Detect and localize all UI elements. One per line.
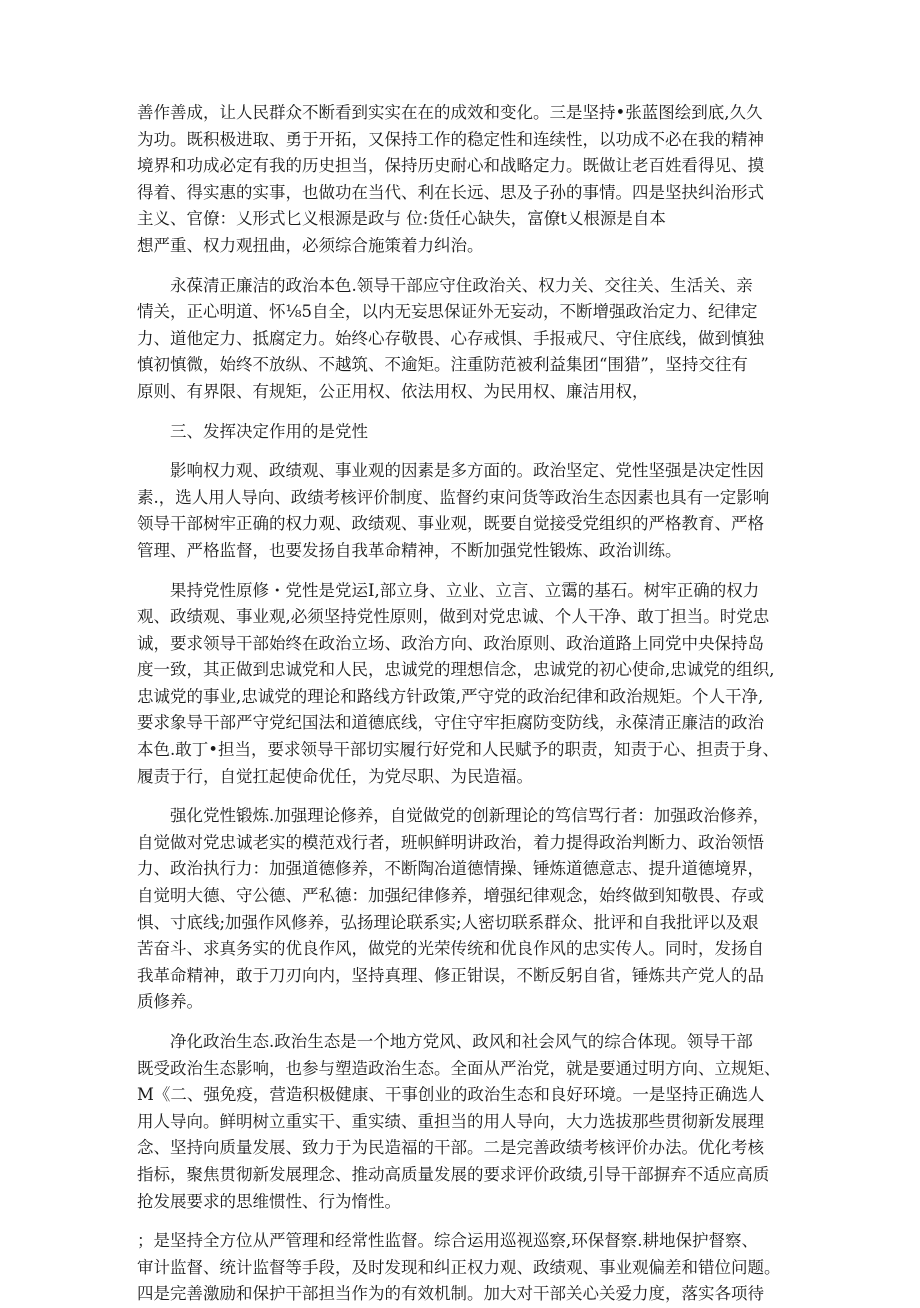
text-line: 原则、有界限、有规矩，公正用权、依法用权、为民用权、廉洁用权， (137, 381, 649, 401)
text-line: M《二、强免疫，营造积极健康、干事创业的政治生态和良好环境。一是坚持正确选人 (137, 1085, 765, 1105)
text-line: 质修养。 (137, 992, 203, 1012)
paragraph-4 (137, 578, 793, 791)
text-line: ；是坚持全方位从严管理和经常性监督。综合运用巡视巡察,环保督察.耕地保护督察、 (137, 1231, 758, 1251)
text-line: 力、政治执行力：加强道德修养，不断陶冶道德情操、锤炼道德意志、提升道德境界， (137, 859, 764, 879)
text-line: 领导干部树牢正确的权力观、政绩观、事业观，既要自觉接受党组织的严格教育、严格 (137, 514, 764, 534)
text-line: 力、道他定力、抵腐定力。始终心存敬畏、心存戒惧、手报戒尺、守住底线，做到慎独 (137, 328, 764, 348)
text-line: 果持党性原修・党性是党运I,部立身、立业、立言、立霭的基石。树牢正确的权力 (170, 580, 760, 600)
text-line: 本色.敢丁•担当，要求领导干部切实履行好党和人民赋予的职责，知责于心、担责于身、 (137, 740, 779, 760)
text-line: 既受政治生态影响，也参与塑造政治生态。全面从严治党，就是要通过明方向、立规矩、 (137, 1058, 781, 1078)
text-line: 我革命精神，敢于刀刃向内，坚持真理、修正钳误，不断反躬自省，锤炼共产党人的品 (137, 965, 764, 985)
text-line: 慎初慎微，始终不放纵、不越筑、不逾矩。注重防范被利益集团“围猎”，坚持交往有 (137, 355, 748, 375)
paragraph-3 (137, 458, 793, 564)
text-line: 四是完善激励和保护干部担当作为的有效机制。加大对干部关心关爱力度，落实各项待 (137, 1284, 764, 1304)
text-line: 审计监督、统计监督等手段，及时发现和纠正权力观、政绩观、事业观偏差和错位问题。 (137, 1257, 781, 1277)
paragraph-6 (137, 1029, 793, 1215)
text-line: 得着、得实惠的实事，也做功在当代、利在长远、思及子孙的事情。四是坚抉纠治形式 (137, 182, 764, 202)
text-line: 指标，聚焦贯彻新发展理念、推动高质量发展的要求评价政绩,引导干部摒弃不适应高质 (137, 1164, 770, 1184)
text-line: 想严重、权力观扭曲，必须综合施策着力纠治。 (137, 235, 484, 255)
text-line: 善作善成，让人民群众不断看到实实在在的成效和变化。三是坚持•张蓝图绘到底,久久 (137, 103, 763, 122)
text-line: 净化政治生态.政治生态是一个地方党风、政风和社会风气的综合体现。领导干部 (170, 1032, 753, 1051)
text-line: 苦奋斗、求真务实的优良作风，做党的光荣传统和优良作风的忠实传人。同时，发扬自 (137, 939, 764, 959)
text-line: 观、政绩观、事业观,必须坚持党性原则，做到对党忠诚、个人干净、敢丁担当。时党忠 (137, 607, 770, 627)
text-line: 管理、严格监督，也要发扬自我革命精神，不断加强党性锻炼、政治训练。 (137, 540, 682, 560)
text-line: 抢发展要求的思维惯性、行为惰性。 (137, 1191, 401, 1211)
heading-text: 三、发挥决定作用的是党性 (170, 421, 368, 441)
text-line: 为功。既积极进取、勇于开拓，又保持工作的稳定性和连续性，以功成不必在我的精神 (137, 129, 764, 149)
text-line: 自觉明大德、守公德、严私德：加强纪律修养，增强纪律观念，始终做到知敬畏、存或 (137, 886, 764, 906)
paragraph-1 (137, 100, 793, 260)
paragraph-5 (137, 803, 793, 1016)
text-line: 影响权力观、政绩观、事业观的因素是多方面的。政治坚定、党性坚强是决定性因 (170, 461, 764, 481)
text-line: 素.，选人用人导向、政绩考核评价制度、监督约束问货等政治生态因素也具有一定影响 (137, 487, 770, 507)
text-line: 要求象导干部严守党纪国法和道德底线，守住守牢拒腐防变防线，永葆清正廉洁的政治 (137, 713, 764, 733)
text-line: 用人导向。鲜明树立重实干、重实绩、重担当的用人导向，大力选拔那些贯彻新发展理 (137, 1111, 764, 1131)
text-line: 情关，正心明道、怀⅛5自全，以内无妄思保证外无妄动，不断增强政治定力、纪律定 (137, 302, 758, 322)
text-line: 永葆清正廉洁的政治本色.领导干部应守住政治关、权力关、交往关、生活关、亲 (170, 275, 753, 295)
document-page (137, 100, 793, 1308)
text-line: 度一致，其正做到忠诚党和人民，忠诚党的理想信念，忠诚党的初心使命,忠诚党的组织, (137, 660, 775, 680)
text-line: 念、坚持向质量发展、致力于为民造福的干部。二是完善政绩考核评价办法。优化考核 (137, 1138, 764, 1158)
section-heading (137, 419, 793, 446)
text-line: 惧、寸底线;加强作风修养，弘扬理论联系实;人密切联系群众、批评和自我批评以及艰 (137, 912, 759, 932)
text-line: 自觉做对党忠诚老实的模范戏行者，班帜鲜明讲政治，着力提得政治判断力、政治领悟 (137, 832, 764, 852)
paragraph-7 (137, 1228, 793, 1308)
text-line: 忠诚党的事业,忠诚党的理论和路线方针政策,严守党的政治纪律和政治规矩。个人干净, (137, 686, 764, 706)
text-line: 强化党性锻炼.加强理论修养，自觉做党的创新理论的笃信骂行者：加强政治修养， (170, 806, 770, 826)
paragraph-2 (137, 273, 793, 406)
text-line: 履责于行，自觉扛起使命优任，为党尽职、为民造福。 (137, 766, 533, 786)
text-line: 境界和功成必定有我的历史担当，保持历史耐心和战略定力。既做让老百姓看得见、摸 (137, 156, 764, 176)
text-line: 主义、官僚：乂形式匕义根源是政与 位:货任心缺失，富僚t乂根源是自本 (137, 209, 666, 229)
text-line: 诚，要求领导干部始终在政治立场、政治方向、政治原则、政治道路上同党中央保持岛 (137, 633, 764, 653)
